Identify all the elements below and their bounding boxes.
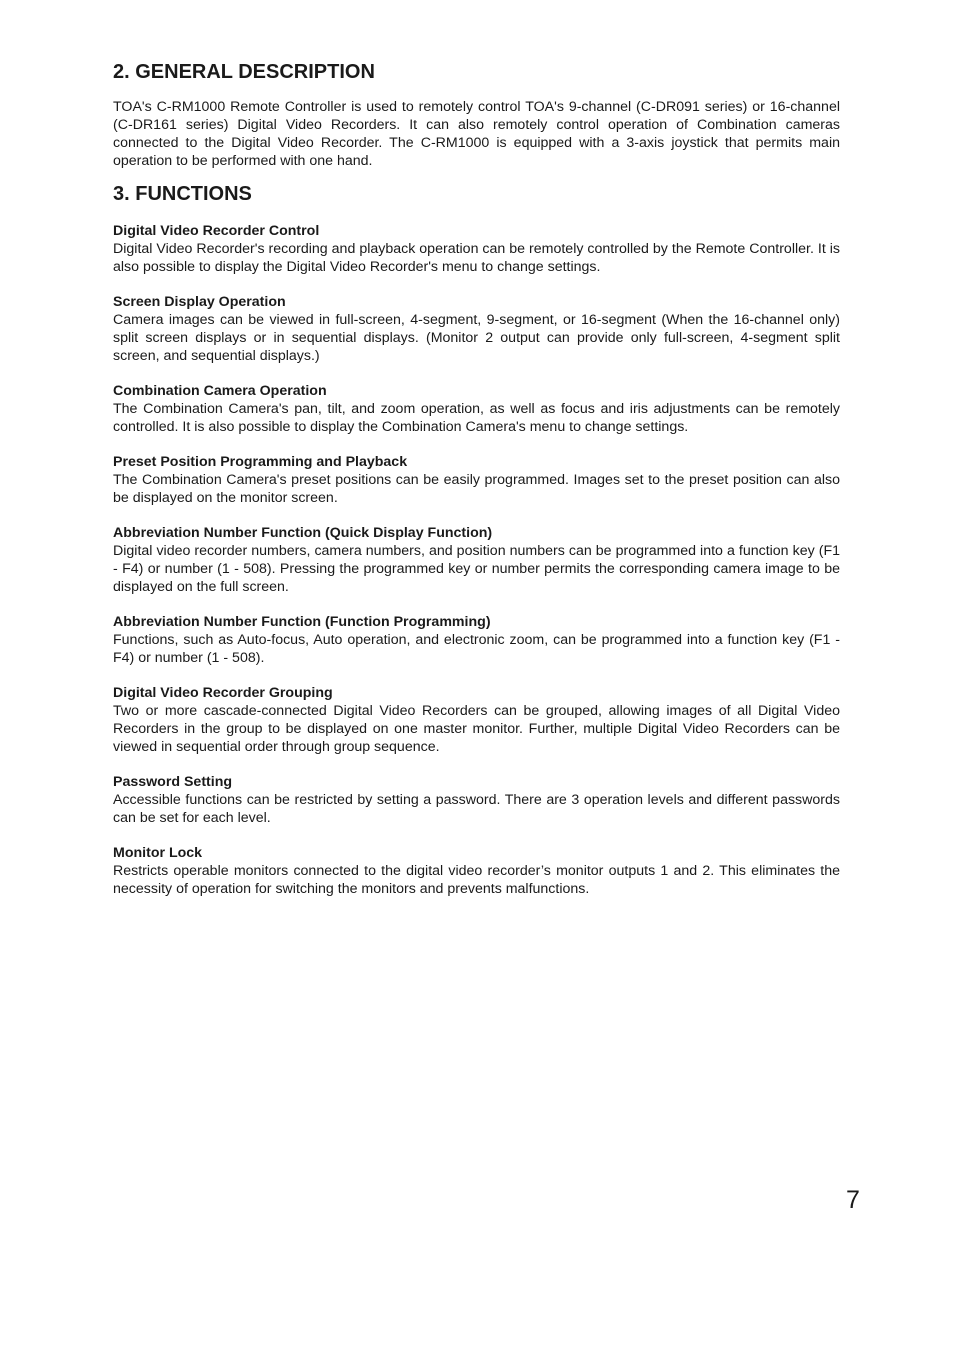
feature-password-setting bbox=[113, 773, 840, 827]
page-content bbox=[113, 58, 840, 915]
feature-title: Preset Position Programming and Playback bbox=[113, 454, 408, 470]
feature-text: Functions, such as Auto-focus, Auto operation, and electronic zoom, can be programmed into a function key (F1 - F4) or number (1 - 508). bbox=[113, 632, 840, 666]
feature-text: Camera images can be viewed in full-screen, 4-segment, 9-segment, or 16-segment (When the 16-channel only) split screen displays or in sequential displays. (Monitor 2 output can provide only full-screen, 4-segment split screen, and sequential displays.) bbox=[113, 312, 840, 364]
general-description-heading: 2. GENERAL DESCRIPTION bbox=[113, 61, 375, 83]
feature-text: The Combination Camera's preset positions can be easily programmed. Images set to the preset position can also be displayed on the monitor screen. bbox=[113, 472, 840, 506]
feature-monitor-lock bbox=[113, 844, 840, 898]
feature-title: Abbreviation Number Function (Quick Display Function) bbox=[113, 525, 493, 541]
feature-text: Two or more cascade-connected Digital Video Recorders can be grouped, allowing images of all Digital Video Recorders in the group to be displayed on one master monitor. Further, multiple Digital Video Recorders can be viewed in sequential order through group sequence. bbox=[113, 703, 840, 755]
feature-text: The Combination Camera's pan, tilt, and zoom operation, as well as focus and iris adjustments can be remotely controlled. It is also possible to display the Combination Camera's menu to change settings. bbox=[113, 401, 840, 435]
feature-combination-camera bbox=[113, 382, 840, 436]
feature-text: Restricts operable monitors connected to the digital video recorder’s monitor outputs 1 and 2. This eliminates the necessity of operation for switching the monitors and prevents malfunctions. bbox=[113, 863, 840, 897]
feature-abbreviation-function-programming bbox=[113, 613, 840, 667]
feature-dvr-control bbox=[113, 222, 840, 276]
feature-title: Digital Video Recorder Grouping bbox=[113, 685, 333, 701]
feature-text: Digital video recorder numbers, camera numbers, and position numbers can be programmed into a function key (F1 - F4) or number (1 - 508). Pressing the programmed key or number permits the corresponding camera image to be displayed on the full screen. bbox=[113, 543, 840, 595]
feature-title: Combination Camera Operation bbox=[113, 383, 327, 399]
feature-text: Accessible functions can be restricted by setting a password. There are 3 operation levels and different passwords can be set for each level. bbox=[113, 792, 840, 826]
feature-dvr-grouping bbox=[113, 684, 840, 756]
page-number: 7 bbox=[846, 1186, 860, 1214]
general-description-text: TOA's C-RM1000 Remote Controller is used to remotely control TOA's 9-channel (C-DR091 series) or 16-channel (C-DR161 series) Digital Video Recorders. It can also remotely control operation of Combination cameras connected to the Digital Video Recorder. The C-RM1000 is equipped with a 3-axis joystick that permits main operation to be performed with one hand. bbox=[113, 99, 840, 169]
feature-title: Digital Video Recorder Control bbox=[113, 223, 320, 239]
feature-title: Abbreviation Number Function (Function Programming) bbox=[113, 614, 491, 630]
feature-abbreviation-quick-display bbox=[113, 524, 840, 596]
functions-heading: 3. FUNCTIONS bbox=[113, 183, 252, 205]
feature-text: Digital Video Recorder's recording and playback operation can be remotely controlled by the Remote Controller. It is also possible to display the Digital Video Recorder's menu to change settings. bbox=[113, 241, 840, 275]
feature-title: Screen Display Operation bbox=[113, 294, 286, 310]
feature-title: Password Setting bbox=[113, 774, 233, 790]
feature-preset-position bbox=[113, 453, 840, 507]
feature-title: Monitor Lock bbox=[113, 845, 203, 861]
feature-screen-display bbox=[113, 293, 840, 365]
